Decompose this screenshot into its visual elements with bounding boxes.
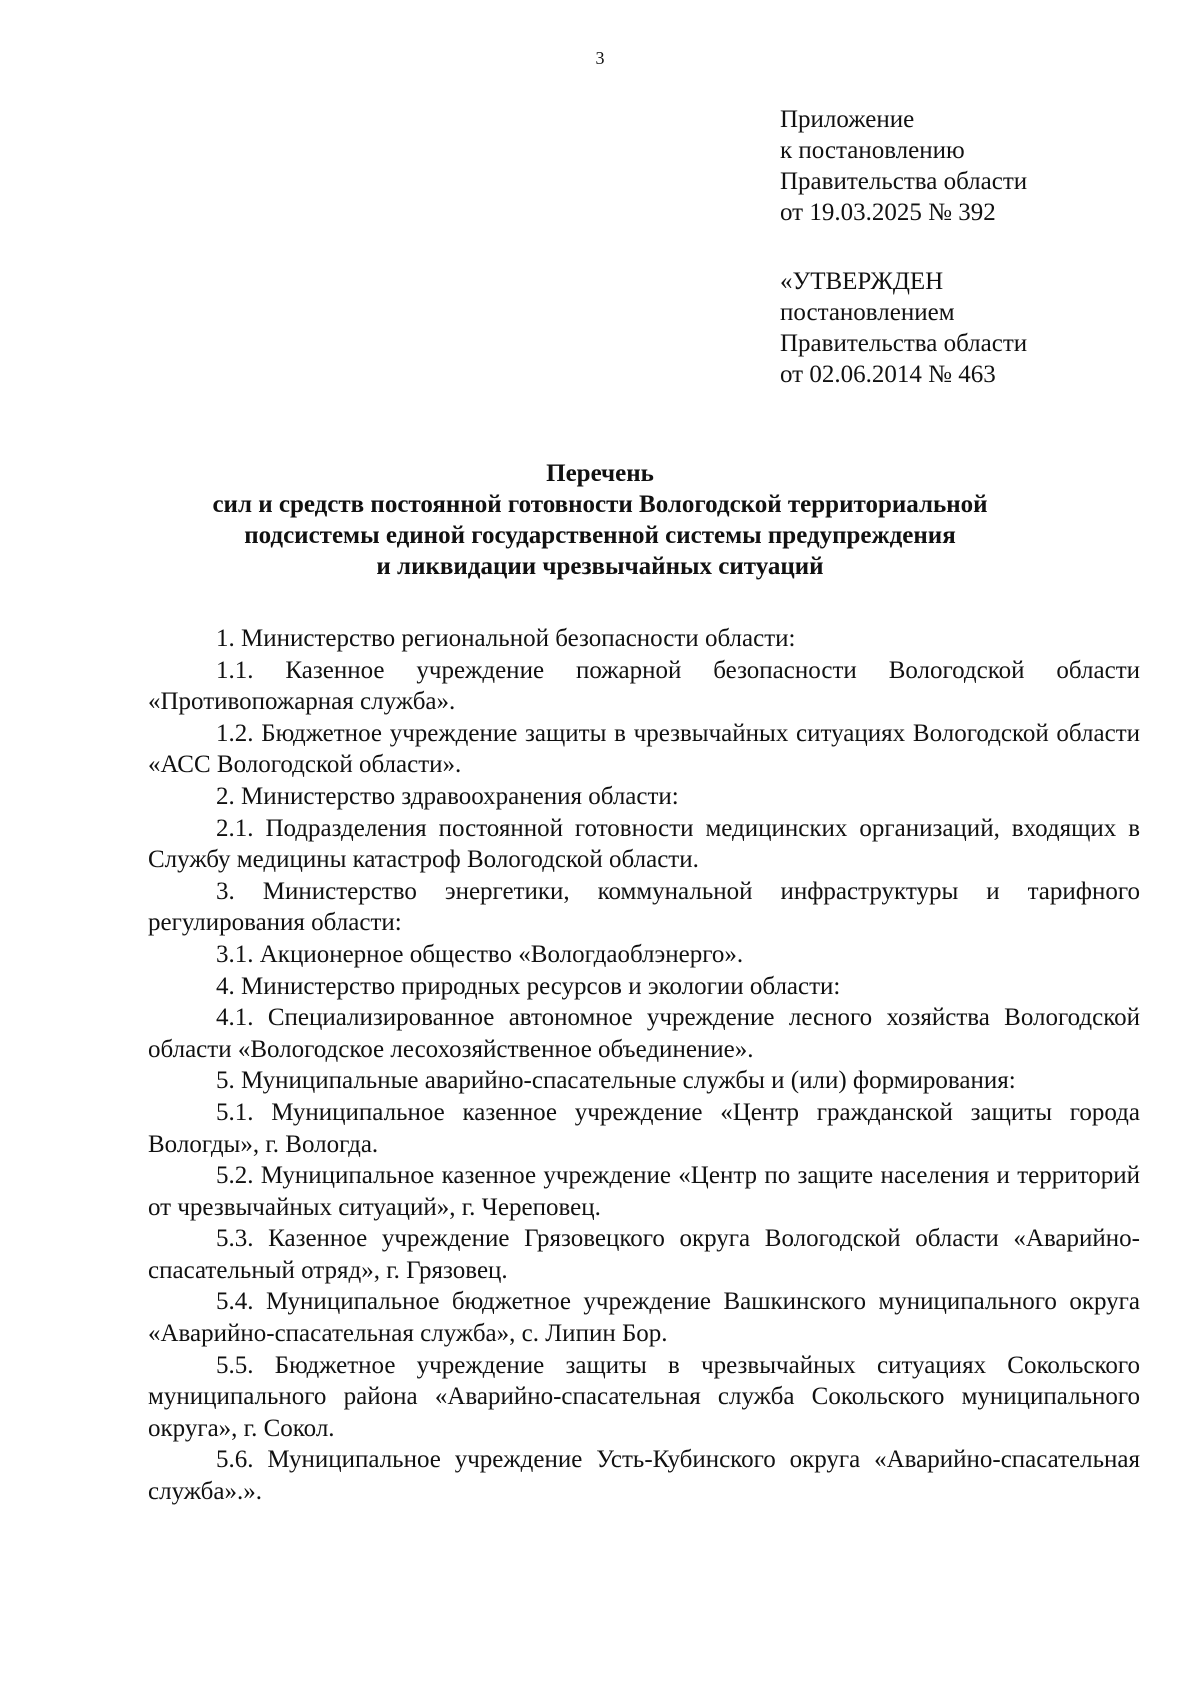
approved-line: от 02.06.2014 № 463 <box>780 361 996 388</box>
document-title <box>150 458 1050 582</box>
page-number: 3 <box>595 48 605 68</box>
list-item: 1.1. Казенное учреждение пожарной безопасности Вологодской области «Противопожарная служба». <box>148 656 1140 716</box>
approved-line: «УТВЕРЖДЕН <box>780 268 944 295</box>
title-line: и ликвидации чрезвычайных ситуаций <box>376 553 824 580</box>
list-item: 5.5. Бюджетное учреждение защиты в чрезвычайных ситуациях Сокольского муниципального района «Аварийно-спасательная служба Сокольского муниципального округа», г. Сокол. <box>148 1351 1140 1442</box>
list-item: 5. Муниципальные аварийно-спасательные службы и (или) формирования: <box>216 1067 1016 1095</box>
appendix-line: от 19.03.2025 № 392 <box>780 199 996 226</box>
list-item: 3. Министерство энергетики, коммунальной инфраструктуры и тарифного регулирования области: <box>148 877 1140 937</box>
list-item: 5.6. Муниципальное учреждение Усть-Кубинского округа «Аварийно-спасательная служба».». <box>148 1446 1140 1506</box>
title-line: сил и средств постоянной готовности Вологодской территориальной <box>212 491 988 518</box>
list-item: 5.4. Муниципальное бюджетное учреждение Вашкинского муниципального округа «Аварийно-спасательная служба», с. Липин Бор. <box>148 1288 1140 1348</box>
document-body <box>148 623 1140 1508</box>
list-item: 5.3. Казенное учреждение Грязовецкого округа Вологодской области «Аварийно-спасательный отряд», г. Грязовец. <box>148 1225 1140 1284</box>
list-item: 5.2. Муниципальное казенное учреждение «Центр по защите населения и территорий от чрезвычайных ситуаций», г. Череповец. <box>148 1162 1140 1221</box>
list-item: 2. Министерство здравоохранения области: <box>216 782 679 810</box>
list-item: 4.1. Специализированное автономное учреждение лесного хозяйства Вологодской области «Вологодское лесохозяйственное объединение». <box>148 1004 1140 1063</box>
approval-stamp-text <box>780 266 1027 390</box>
approved-line: Правительства области <box>780 330 1028 357</box>
approved-line: постановлением <box>780 299 955 326</box>
list-item: 5.1. Муниципальное казенное учреждение «Центр гражданской защиты города Вологды», г. Вологда. <box>148 1098 1140 1158</box>
appendix-line: Правительства области <box>780 168 1028 195</box>
list-item: 1. Министерство региональной безопасности области: <box>216 625 796 652</box>
title-line: Перечень <box>546 460 654 487</box>
list-item: 3.1. Акционерное общество «Вологдаоблэнерго». <box>216 940 744 968</box>
title-line: подсистемы единой государственной системы предупреждения <box>244 522 956 549</box>
list-item: 2.1. Подразделения постоянной готовности медицинских организаций, входящих в Службу медицины катастроф Вологодской области. <box>148 814 1140 874</box>
appendix-line: Приложение <box>780 106 915 133</box>
list-item: 4. Министерство природных ресурсов и экологии области: <box>216 972 841 1000</box>
appendix-header <box>780 104 1027 228</box>
appendix-line: к постановлению <box>780 137 965 164</box>
list-item: 1.2. Бюджетное учреждение защиты в чрезвычайных ситуациях Вологодской области «АСС Вологодской области». <box>148 719 1140 779</box>
